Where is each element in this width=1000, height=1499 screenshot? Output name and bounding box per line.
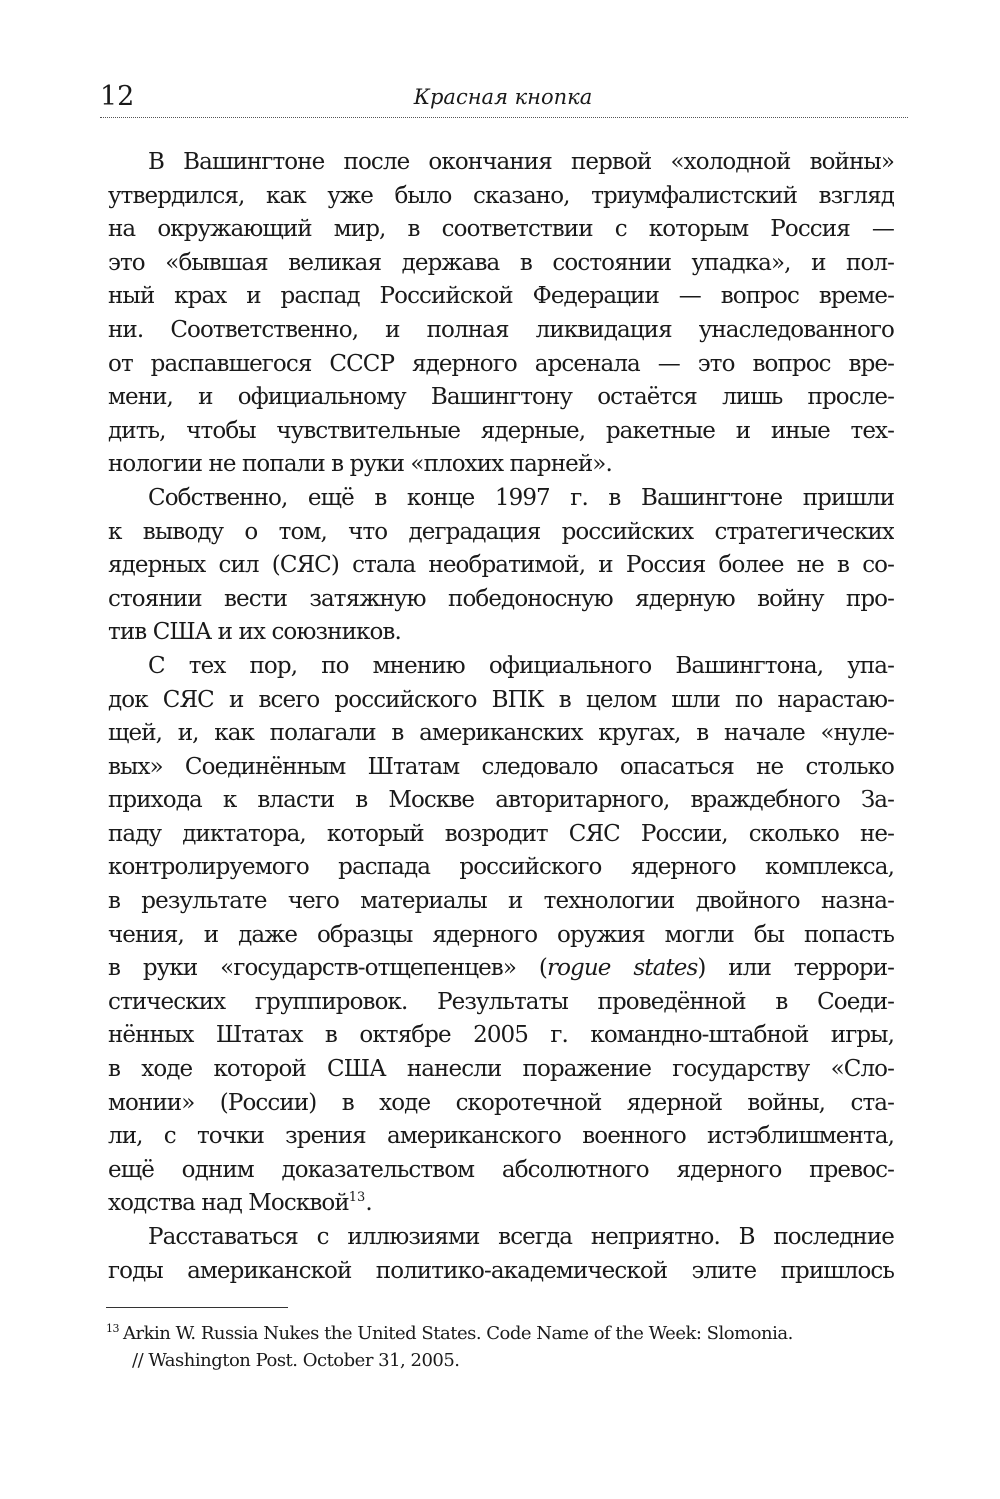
text-line: годы американской политико-академической элите пришлось [108,1257,894,1284]
footnote-text: Arkin W. Russia Nukes the United States. Code Name of the Week: Slomonia. [123,1323,793,1344]
text-line: чения, и даже образцы ядерного оружия могли бы попасть [108,921,894,948]
text-line: В Вашингтоне после окончания первой «холодной войны» [148,149,894,175]
text-line: монии» (России) в ходе скоротечной ядерной войны, ста- [108,1089,894,1116]
text-line: в ходе которой США нанесли поражение государству «Сло- [108,1056,894,1083]
text-run: ) или террори- [697,955,894,982]
text-run: . [365,1190,372,1217]
text-line: тив США и их союзников. [108,619,401,646]
text-line: ядерных сил (СЯС) стала необратимой, и Россия более не в со- [108,552,894,579]
text-line: прихода к власти в Москве авторитарного, враждебного За- [108,787,894,814]
text-run: ходства над Москвой [108,1190,349,1217]
footnote [106,1320,894,1374]
footnote-line: // Washington Post. October 31, 2005. [132,1350,460,1371]
text-line: нологии не попали в руки «плохих парней». [108,451,612,478]
text-line: Собственно, ещё в конце 1997 г. в Вашингтоне пришли [148,484,894,511]
text-line: к выводу о том, что деградация российских стратегических [108,518,894,545]
text-line: нённых Штатах в октябре 2005 г. командно-штабной игры, [108,1022,894,1049]
text-line-with-italic [108,952,894,986]
text-line: ли, с точки зрения американского военного истэблишмента, [108,1123,894,1150]
text-line: вых» Соединённым Штатам следовало опасаться не столько [108,753,894,780]
text-line: щей, и, как полагали в американских кругах, в начале «нуле- [108,720,894,747]
text-line: паду диктатора, который возродит СЯС России, сколько не- [108,820,894,847]
text-line: дить, чтобы чувствительные ядерные, ракетные и иные тех- [108,417,894,444]
text-line: в результате чего материалы и технологии двойного назна- [108,888,894,915]
text-line: ный крах и распад Российской Федерации — вопрос време- [108,283,894,310]
text-line: док СЯС и всего российского ВПК в целом шли по нарастаю- [108,686,894,713]
text-line: мени, и официальному Вашингтону остаётся лишь просле- [108,384,894,411]
footnote-divider [106,1307,288,1308]
footnote-number: 13 [106,1322,119,1335]
text-line: ни. Соответственно, и полная ликвидация унаследованного [108,316,894,343]
page-number: 12 [100,81,135,112]
text-line: стоянии вести затяжную победоносную ядерную войну про- [108,585,894,612]
text-line: утвердился, как уже было сказано, триумфалистский взгляд [108,182,894,209]
text-line: Расставаться с иллюзиями всегда неприятно. В последние [148,1224,894,1250]
text-line: С тех пор, по мнению официального Вашингтона, упа- [148,652,894,679]
text-line-with-footnote [108,1187,894,1221]
text-run: в руки «государств-отщепенцев» ( [108,955,547,982]
running-title: Красная кнопка [413,85,593,109]
text-line: контролируемого распада российского ядерного комплекса, [108,854,894,881]
italic-term: rogue states [546,955,698,982]
footnote-reference[interactable]: 13 [348,1190,366,1206]
header-divider [100,117,908,118]
text-line: это «бывшая великая держава в состоянии упадка», и пол- [108,249,894,276]
text-line: стических группировок. Результаты проведённой в Соеди- [108,988,894,1015]
text-line: на окружающий мир, в соответствии с которым Россия — [108,216,894,243]
text-line: от распавшегося СССР ядерного арсенала — это вопрос вре- [108,350,894,377]
body-text [108,146,894,1288]
footnote-line [106,1320,894,1347]
text-line: ещё одним доказательством абсолютного ядерного превос- [108,1156,894,1183]
